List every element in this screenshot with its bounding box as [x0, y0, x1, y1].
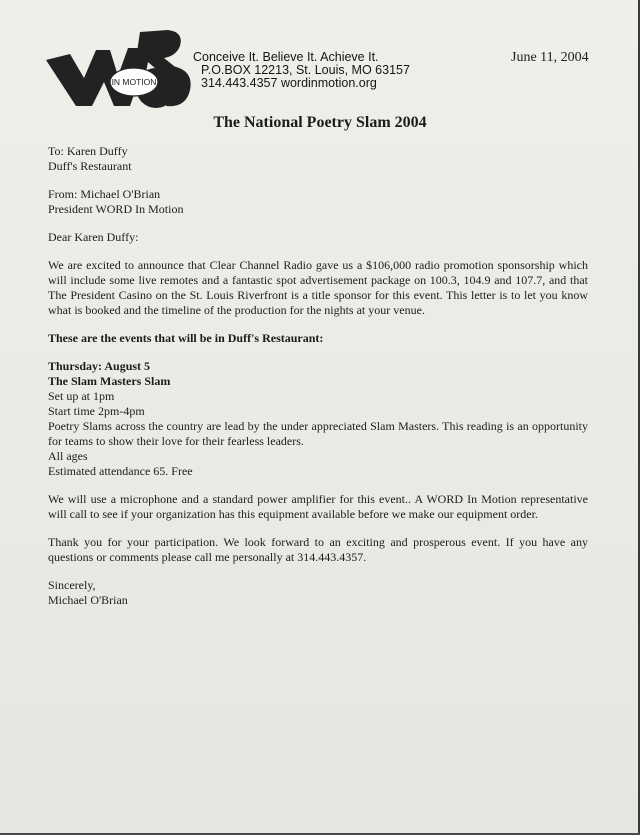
closing: Sincerely, — [48, 578, 96, 592]
letter-body — [48, 144, 588, 621]
event-day: Thursday: August 5 — [48, 359, 151, 373]
letter-title: The National Poetry Slam 2004 — [213, 114, 427, 131]
events-heading: These are the events that will be in Duff's Restaurant: — [48, 331, 324, 345]
equipment-paragraph: We will use a microphone and a standard power amplifier for this event.. A WORD In Motion representative will call to see if your organization has this equipment available before we make our equipment order. — [48, 492, 588, 521]
signature-block — [48, 578, 588, 608]
event-block — [48, 359, 588, 479]
signature-name: Michael O'Brian — [48, 593, 128, 607]
to-line: To: Karen Duffy — [48, 144, 128, 158]
event-ages: All ages — [48, 449, 88, 463]
event-description: Poetry Slams across the country are lead by the under appreciated Slam Masters. This reading is an opportunity for teams to show their love for their fearless leaders. — [48, 419, 588, 448]
thanks-paragraph: Thank you for your participation. We look forward to an exciting and prosperous event. If you have any questions or comments please call me personally at 314.443.4357. — [48, 535, 588, 564]
event-setup: Set up at 1pm — [48, 389, 115, 403]
sender-block — [48, 187, 588, 217]
letter-date: June 11, 2004 — [511, 50, 589, 65]
to-organization: Duff's Restaurant — [48, 159, 132, 173]
event-start: Start time 2pm-4pm — [48, 404, 145, 418]
event-name: The Slam Masters Slam — [48, 374, 171, 388]
from-title: President WORD In Motion — [48, 202, 184, 216]
word-in-motion-logo — [44, 26, 194, 110]
letterhead-tagline: Conceive It. Believe It. Achieve It. — [193, 50, 379, 64]
letterhead-text — [193, 51, 410, 90]
event-attendance: Estimated attendance 65. Free — [48, 464, 193, 478]
from-line: From: Michael O'Brian — [48, 187, 161, 201]
intro-paragraph: We are excited to announce that Clear Channel Radio gave us a $106,000 radio promotion sponsorship which will include some live remotes and a fantastic spot advertisement package on 100.3, 104.9 and 107.7, and that The President Casino on the St. Louis Riverfront is a title sponsor for this event. This letter is to let you know what is booked and the timeline of the production for the nights at your venue. — [48, 258, 588, 317]
logo-in-motion-text: IN MOTION — [111, 77, 157, 87]
salutation: Dear Karen Duffy: — [48, 230, 139, 244]
letterhead-contact: 314.443.4357 wordinmotion.org — [201, 76, 377, 90]
recipient-block — [48, 144, 588, 174]
letterhead-address: P.O.BOX 12213, St. Louis, MO 63157 — [201, 63, 410, 77]
